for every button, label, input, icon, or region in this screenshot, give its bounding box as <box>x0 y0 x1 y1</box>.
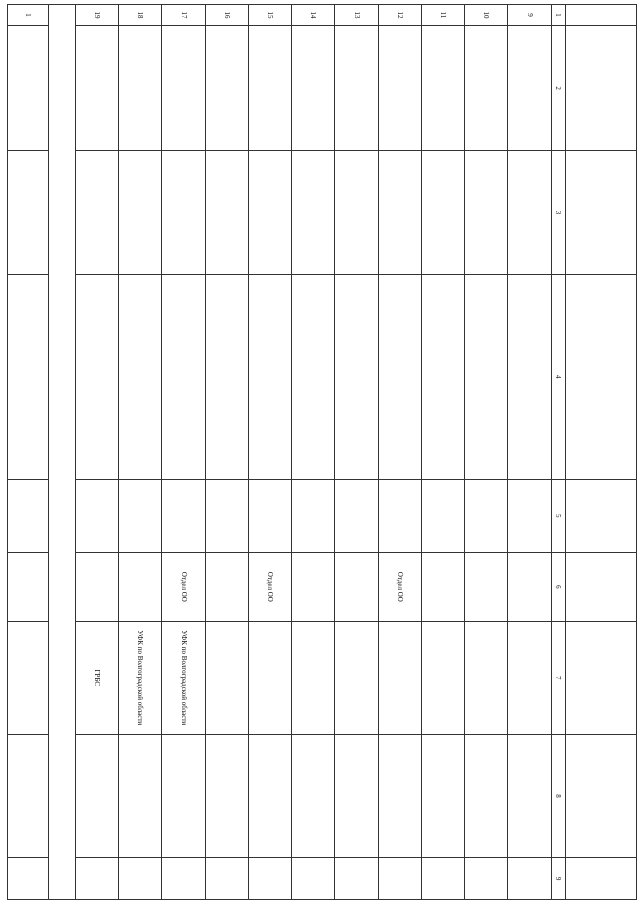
table-cell <box>162 274 205 479</box>
table-cell <box>119 274 162 479</box>
table-cell <box>421 151 464 274</box>
table-cell <box>292 734 335 857</box>
table-row <box>335 5 378 900</box>
table-cell <box>508 734 551 857</box>
table-cell <box>378 274 421 479</box>
table-cell <box>378 151 421 274</box>
table-cell <box>8 858 49 900</box>
table-cell <box>292 621 335 734</box>
row-number: 19 <box>75 5 118 26</box>
table-cell <box>421 734 464 857</box>
row-number: 13 <box>335 5 378 26</box>
table-cell <box>465 858 508 900</box>
table-cell <box>378 25 421 150</box>
table-cell <box>162 151 205 274</box>
table-row <box>162 5 205 900</box>
table-cell <box>421 25 464 150</box>
table-cell <box>248 479 291 552</box>
table-row <box>292 5 335 900</box>
table-cell <box>119 25 162 150</box>
table-cell <box>421 621 464 734</box>
header-cell-5 <box>565 479 636 552</box>
table-cell <box>292 274 335 479</box>
table-cell <box>465 274 508 479</box>
header-cell-4 <box>565 274 636 479</box>
table-cell <box>335 552 378 621</box>
column-number: 4 <box>551 274 565 479</box>
column-number: 6 <box>551 552 565 621</box>
table-cell <box>292 25 335 150</box>
table-cell <box>119 479 162 552</box>
column-number: 5 <box>551 479 565 552</box>
table-cell <box>162 858 205 900</box>
table-row <box>465 5 508 900</box>
section-heading <box>48 5 75 900</box>
table-cell <box>75 734 118 857</box>
row-number: 12 <box>378 5 421 26</box>
table-cell <box>335 734 378 857</box>
table-cell <box>119 734 162 857</box>
table-cell <box>421 479 464 552</box>
table-cell <box>421 552 464 621</box>
table-cell <box>8 25 49 150</box>
column-number: 9 <box>551 858 565 900</box>
table-cell <box>205 274 248 479</box>
header-cell-7 <box>565 621 636 734</box>
table-cell <box>75 151 118 274</box>
table-cell <box>8 734 49 857</box>
row-number: 17 <box>162 5 205 26</box>
column-number: 8 <box>551 734 565 857</box>
table-cell <box>378 479 421 552</box>
table-cell <box>292 151 335 274</box>
header-cell-9 <box>565 858 636 900</box>
table-cell <box>248 734 291 857</box>
table-cell <box>292 552 335 621</box>
table-cell <box>162 479 205 552</box>
table-cell <box>421 274 464 479</box>
table-cell <box>75 479 118 552</box>
table-cell <box>465 734 508 857</box>
row-number: 10 <box>465 5 508 26</box>
table-cell <box>248 25 291 150</box>
column-number-row <box>551 5 565 900</box>
table-cell <box>8 621 49 734</box>
table-cell <box>8 552 49 621</box>
table-cell <box>335 479 378 552</box>
table-cell <box>465 25 508 150</box>
table-cell <box>205 734 248 857</box>
table-cell <box>75 858 118 900</box>
row-number: 11 <box>421 5 464 26</box>
table-cell <box>292 479 335 552</box>
row-number: 14 <box>292 5 335 26</box>
table-cell <box>205 25 248 150</box>
table-row <box>8 5 49 900</box>
table-cell <box>205 151 248 274</box>
table-cell <box>508 858 551 900</box>
table-cell <box>205 479 248 552</box>
table-cell <box>75 274 118 479</box>
row-number: 1 <box>8 5 49 26</box>
row-number: 9 <box>508 5 551 26</box>
table-cell <box>335 151 378 274</box>
row-number: 15 <box>248 5 291 26</box>
table-cell <box>465 621 508 734</box>
table-cell <box>8 274 49 479</box>
section-heading-row <box>48 5 75 900</box>
column-number: 7 <box>551 621 565 734</box>
table-cell <box>378 621 421 734</box>
table-row <box>508 5 551 900</box>
table-row <box>248 5 291 900</box>
procedure-table <box>7 4 637 900</box>
table-cell <box>378 858 421 900</box>
table-cell <box>335 621 378 734</box>
table-cell <box>75 552 118 621</box>
table-cell <box>508 274 551 479</box>
table-cell <box>465 151 508 274</box>
table-cell <box>378 734 421 857</box>
header-cell-1 <box>565 5 636 26</box>
table-cell: УФК по Волгоградской области <box>162 621 205 734</box>
table-row <box>75 5 118 900</box>
table-cell <box>508 552 551 621</box>
table-row <box>205 5 248 900</box>
table-cell <box>508 621 551 734</box>
header-cell-6 <box>565 552 636 621</box>
rotated-table-sheet <box>1 4 637 904</box>
table-cell <box>421 858 464 900</box>
table-cell <box>465 552 508 621</box>
table-cell: УФК по Волгоградской области <box>119 621 162 734</box>
table-cell <box>119 552 162 621</box>
table-cell <box>508 25 551 150</box>
table-cell <box>465 479 508 552</box>
table-cell <box>205 858 248 900</box>
table-cell <box>119 151 162 274</box>
table-cell <box>205 552 248 621</box>
table-cell <box>292 858 335 900</box>
table-cell <box>162 734 205 857</box>
table-cell <box>248 274 291 479</box>
table-body <box>75 5 551 900</box>
table-header-row <box>565 5 636 900</box>
table-cell <box>248 858 291 900</box>
table-cell <box>162 25 205 150</box>
table-row <box>378 5 421 900</box>
row-number: 16 <box>205 5 248 26</box>
table-cell <box>335 25 378 150</box>
column-number: 2 <box>551 25 565 150</box>
table-cell <box>508 151 551 274</box>
table-cell: ГРБС <box>75 621 118 734</box>
table-cell <box>248 621 291 734</box>
table-cell: Отдел ОО <box>248 552 291 621</box>
table-cell <box>8 151 49 274</box>
header-cell-3 <box>565 151 636 274</box>
table-cell <box>335 858 378 900</box>
table-cell <box>508 479 551 552</box>
table-cell: Отдел ОО <box>162 552 205 621</box>
table-cell <box>205 621 248 734</box>
table-row <box>119 5 162 900</box>
table-cell <box>75 25 118 150</box>
table-cell <box>248 151 291 274</box>
table-cell <box>8 479 49 552</box>
table-cell <box>335 274 378 479</box>
column-number: 3 <box>551 151 565 274</box>
table-row <box>421 5 464 900</box>
table-cell: Отдел ОО <box>378 552 421 621</box>
row-number: 18 <box>119 5 162 26</box>
table-cell <box>119 858 162 900</box>
column-number: 1 <box>551 5 565 26</box>
header-cell-2 <box>565 25 636 150</box>
header-cell-8 <box>565 734 636 857</box>
